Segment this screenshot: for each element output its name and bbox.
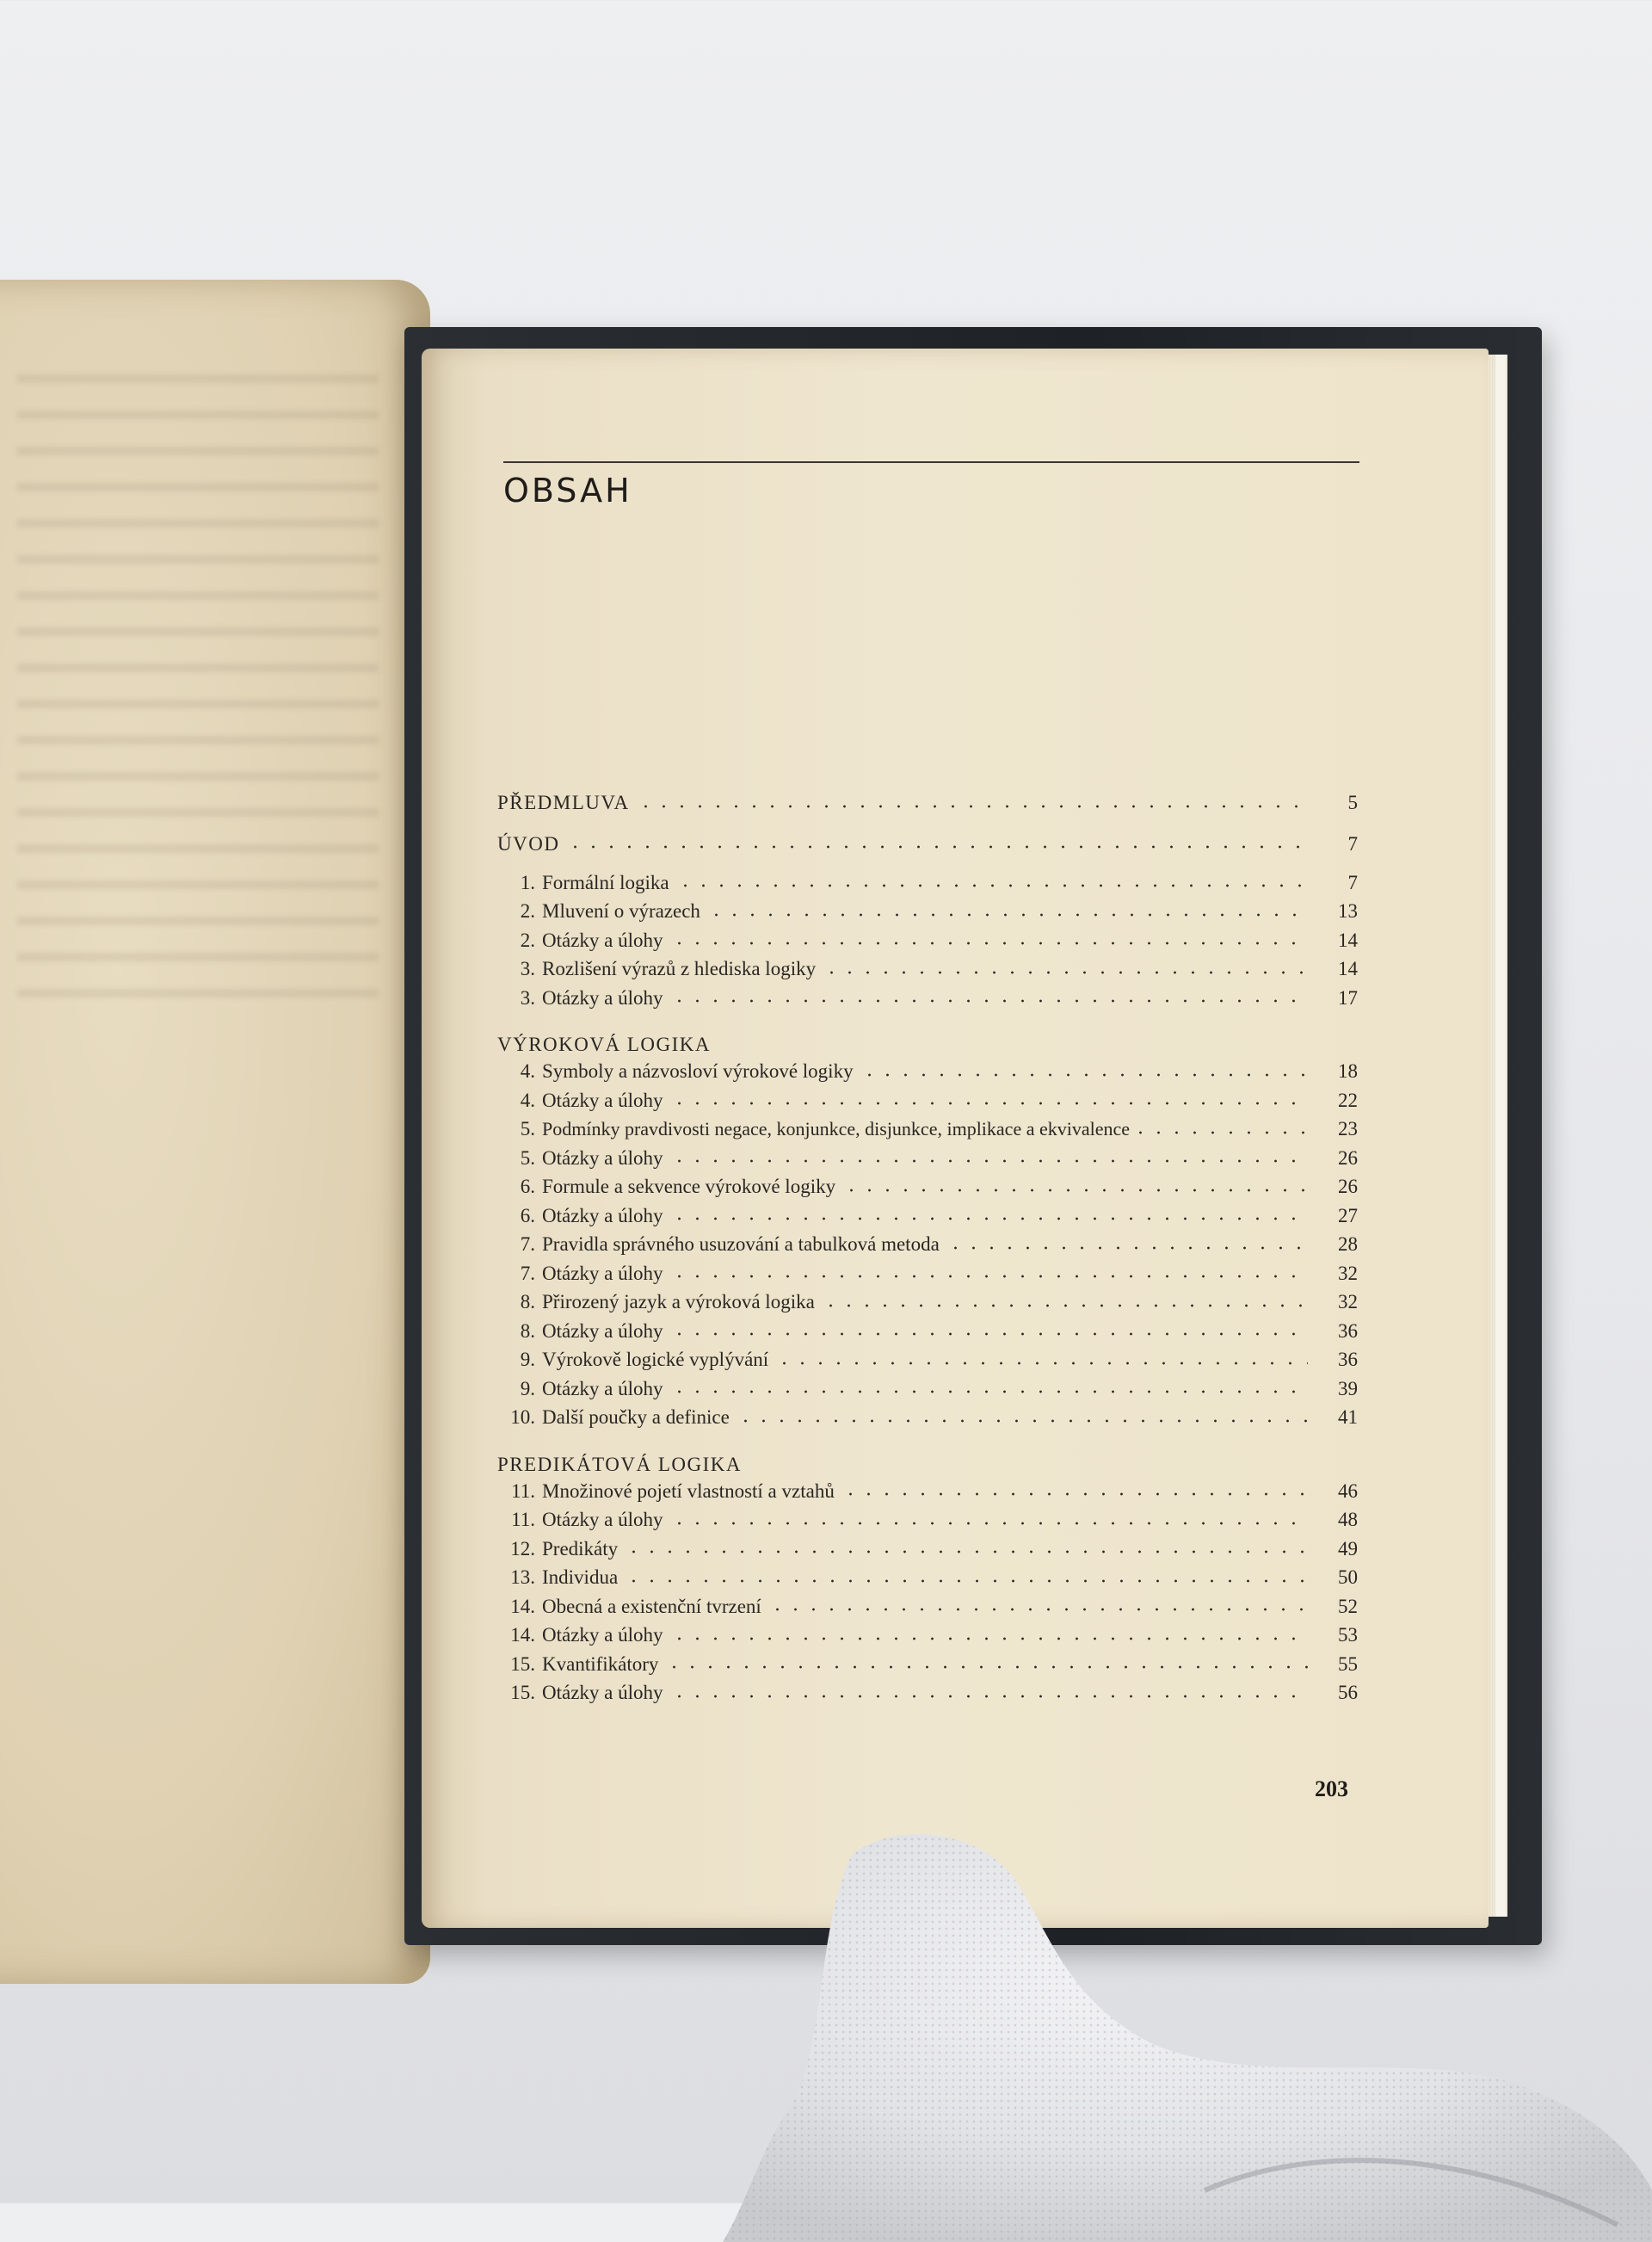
toc-page: 49 bbox=[1338, 1537, 1358, 1560]
toc-label: Výrokově logické vyplývání bbox=[542, 1349, 769, 1370]
toc-row bbox=[497, 930, 1358, 959]
toc-num: 7. bbox=[520, 1233, 535, 1255]
toc-page: 14 bbox=[1338, 929, 1358, 951]
toc-page: 32 bbox=[1338, 1291, 1358, 1312]
toc-page: 36 bbox=[1338, 1319, 1358, 1342]
toc-label: Podmínky pravdivosti negace, konjunkce, disjunkce, implikace a ekvivalence bbox=[542, 1118, 1131, 1140]
toc-page: 23 bbox=[1338, 1118, 1358, 1140]
toc-num: 7. bbox=[520, 1262, 535, 1284]
toc-page: 41 bbox=[1338, 1406, 1358, 1428]
table-of-contents bbox=[497, 792, 1358, 1711]
toc-row bbox=[497, 1653, 1358, 1683]
dot-leader bbox=[670, 999, 1308, 1003]
dot-leader bbox=[670, 1275, 1308, 1278]
dot-leader bbox=[670, 942, 1308, 945]
dot-leader bbox=[670, 1637, 1308, 1640]
toc-label: Množinové pojetí vlastností a vztahů bbox=[542, 1479, 835, 1502]
toc-row bbox=[497, 1596, 1358, 1625]
toc-page: 53 bbox=[1338, 1624, 1358, 1646]
toc-num: 10. bbox=[510, 1406, 535, 1428]
dot-leader bbox=[707, 913, 1308, 917]
toc-row bbox=[497, 958, 1358, 987]
toc-label: Otázky a úlohy bbox=[542, 1377, 663, 1399]
toc-row bbox=[497, 1205, 1358, 1234]
toc-num: 14. bbox=[510, 1595, 535, 1617]
toc-page: 32 bbox=[1338, 1262, 1358, 1284]
toc-page: 5 bbox=[1347, 792, 1358, 813]
toc-page: 50 bbox=[1338, 1566, 1358, 1588]
dot-leader bbox=[670, 1522, 1308, 1525]
toc-page: 52 bbox=[1338, 1595, 1358, 1617]
section-heading: VÝROKOVÁ LOGIKA bbox=[497, 1034, 712, 1055]
toc-num: 4. bbox=[520, 1060, 535, 1082]
toc-label: Individua bbox=[542, 1566, 619, 1588]
toc-num: 11. bbox=[511, 1479, 535, 1502]
toc-num: 11. bbox=[511, 1509, 535, 1530]
toc-row bbox=[497, 1378, 1358, 1407]
toc-row bbox=[497, 1509, 1358, 1538]
toc-page: 7 bbox=[1347, 832, 1358, 855]
page-number: 203 bbox=[1315, 1776, 1348, 1801]
toc-num: 4. bbox=[520, 1089, 535, 1111]
dot-leader bbox=[768, 1608, 1308, 1611]
toc-label: Přirozený jazyk a výroková logika bbox=[542, 1291, 815, 1312]
toc-page: 26 bbox=[1338, 1146, 1358, 1169]
toc-row bbox=[497, 1090, 1358, 1119]
uvod-list bbox=[497, 872, 1358, 1016]
toc-row bbox=[497, 1147, 1358, 1177]
toc-num: 2. bbox=[520, 929, 535, 951]
toc-label: Otázky a úlohy bbox=[542, 1624, 663, 1646]
vyrokova-list bbox=[497, 1060, 1358, 1436]
toc-row bbox=[497, 1480, 1358, 1510]
toc-row bbox=[497, 1566, 1358, 1596]
toc-row bbox=[497, 833, 1358, 862]
toc-page: 56 bbox=[1338, 1682, 1358, 1703]
dot-leader bbox=[823, 971, 1308, 974]
page-edge-strip bbox=[1495, 355, 1506, 1917]
toc-label: Otázky a úlohy bbox=[542, 1509, 663, 1530]
toc-label: Kvantifikátory bbox=[542, 1652, 659, 1675]
toc-row bbox=[497, 1060, 1358, 1090]
toc-row bbox=[497, 1233, 1358, 1263]
dot-leader bbox=[860, 1073, 1308, 1077]
toc-label: Pravidla správného usuzování a tabulková metoda bbox=[542, 1233, 940, 1255]
toc-num: 14. bbox=[510, 1624, 535, 1646]
toc-label: PŘEDMLUVA bbox=[497, 792, 630, 813]
toc-page: 48 bbox=[1338, 1509, 1358, 1530]
dot-leader bbox=[665, 1665, 1308, 1669]
toc-label: Mluvení o výrazech bbox=[542, 900, 700, 922]
toc-num: 5. bbox=[520, 1146, 535, 1169]
dot-leader bbox=[676, 884, 1308, 887]
dot-leader bbox=[670, 1332, 1308, 1336]
dot-leader bbox=[670, 1102, 1308, 1105]
dot-leader bbox=[841, 1492, 1308, 1496]
toc-row bbox=[497, 1349, 1358, 1378]
dot-leader bbox=[670, 1159, 1308, 1163]
toc-page: 22 bbox=[1338, 1089, 1358, 1111]
predikatova-list bbox=[497, 1480, 1358, 1711]
toc-num: 5. bbox=[520, 1118, 535, 1140]
toc-label: Symboly a názvosloví výrokové logiky bbox=[542, 1060, 854, 1082]
gloved-hand bbox=[723, 1829, 1652, 2242]
toc-num: 2. bbox=[520, 900, 535, 922]
page-title: OBSAH bbox=[503, 472, 632, 510]
toc-num: 9. bbox=[520, 1349, 535, 1370]
toc-page: 46 bbox=[1338, 1479, 1358, 1502]
toc-row bbox=[497, 900, 1358, 930]
toc-num: 3. bbox=[520, 958, 535, 979]
dot-leader bbox=[670, 1390, 1308, 1393]
toc-row bbox=[497, 1624, 1358, 1653]
dot-leader bbox=[822, 1304, 1308, 1307]
faded-text-block bbox=[17, 374, 379, 1011]
toc-num: 3. bbox=[520, 986, 535, 1009]
toc-label: Další poučky a definice bbox=[542, 1406, 730, 1428]
toc-row bbox=[497, 792, 1358, 821]
dot-leader bbox=[670, 1217, 1308, 1220]
toc-label: Otázky a úlohy bbox=[542, 1262, 663, 1284]
left-page bbox=[0, 280, 430, 1984]
toc-label: Formální logika bbox=[542, 871, 669, 893]
toc-page: 28 bbox=[1338, 1233, 1358, 1255]
dot-leader bbox=[775, 1362, 1308, 1365]
toc-row bbox=[497, 1682, 1358, 1711]
dot-leader bbox=[637, 805, 1308, 808]
toc-num: 12. bbox=[510, 1537, 535, 1560]
toc-page: 18 bbox=[1338, 1060, 1358, 1082]
dot-leader bbox=[1131, 1131, 1313, 1134]
dot-leader bbox=[842, 1189, 1308, 1192]
toc-page: 55 bbox=[1338, 1652, 1358, 1675]
toc-label: Formule a sekvence výrokové logiky bbox=[542, 1176, 836, 1197]
toc-row bbox=[497, 1406, 1358, 1436]
toc-row bbox=[497, 1118, 1358, 1147]
toc-page: 13 bbox=[1338, 900, 1358, 922]
toc-num: 6. bbox=[520, 1176, 535, 1197]
dot-leader bbox=[737, 1419, 1308, 1423]
toc-row bbox=[497, 1291, 1358, 1320]
toc-row bbox=[497, 1320, 1358, 1350]
toc-num: 1. bbox=[520, 871, 535, 893]
toc-label: Predikáty bbox=[542, 1537, 619, 1560]
toc-label: Otázky a úlohy bbox=[542, 929, 663, 951]
toc-num: 13. bbox=[510, 1566, 535, 1588]
heading-rule bbox=[503, 461, 1359, 463]
toc-label: Rozlišení výrazů z hlediska logiky bbox=[542, 958, 817, 979]
toc-row bbox=[497, 1176, 1358, 1205]
toc-num: 9. bbox=[520, 1377, 535, 1399]
dot-leader bbox=[625, 1579, 1308, 1583]
section-heading: PREDIKÁTOVÁ LOGIKA bbox=[497, 1453, 743, 1475]
dot-leader bbox=[566, 845, 1308, 849]
toc-page: 17 bbox=[1338, 986, 1358, 1009]
toc-num: 15. bbox=[510, 1682, 535, 1703]
toc-row bbox=[497, 1538, 1358, 1567]
dot-leader bbox=[946, 1246, 1308, 1250]
toc-label: ÚVOD bbox=[497, 832, 560, 855]
toc-label: Otázky a úlohy bbox=[542, 1682, 663, 1703]
toc-label: Obecná a existenční tvrzení bbox=[542, 1595, 761, 1617]
dot-leader bbox=[625, 1550, 1308, 1553]
toc-num: 8. bbox=[520, 1319, 535, 1342]
toc-num: 15. bbox=[510, 1652, 535, 1675]
toc-label: Otázky a úlohy bbox=[542, 1089, 663, 1111]
toc-num: 8. bbox=[520, 1291, 535, 1312]
toc-num: 6. bbox=[520, 1204, 535, 1226]
toc-label: Otázky a úlohy bbox=[542, 1204, 663, 1226]
toc-row bbox=[497, 872, 1358, 901]
toc-label: Otázky a úlohy bbox=[542, 1146, 663, 1169]
toc-page: 27 bbox=[1338, 1204, 1358, 1226]
toc-row bbox=[497, 1263, 1358, 1292]
toc-page: 7 bbox=[1347, 871, 1358, 893]
toc-page: 39 bbox=[1338, 1377, 1358, 1399]
toc-page: 14 bbox=[1338, 958, 1358, 979]
toc-row bbox=[497, 987, 1358, 1016]
toc-page: 36 bbox=[1338, 1349, 1358, 1370]
toc-label: Otázky a úlohy bbox=[542, 1319, 663, 1342]
dot-leader bbox=[670, 1695, 1308, 1698]
toc-label: Otázky a úlohy bbox=[542, 986, 663, 1009]
toc-page: 26 bbox=[1338, 1176, 1358, 1197]
